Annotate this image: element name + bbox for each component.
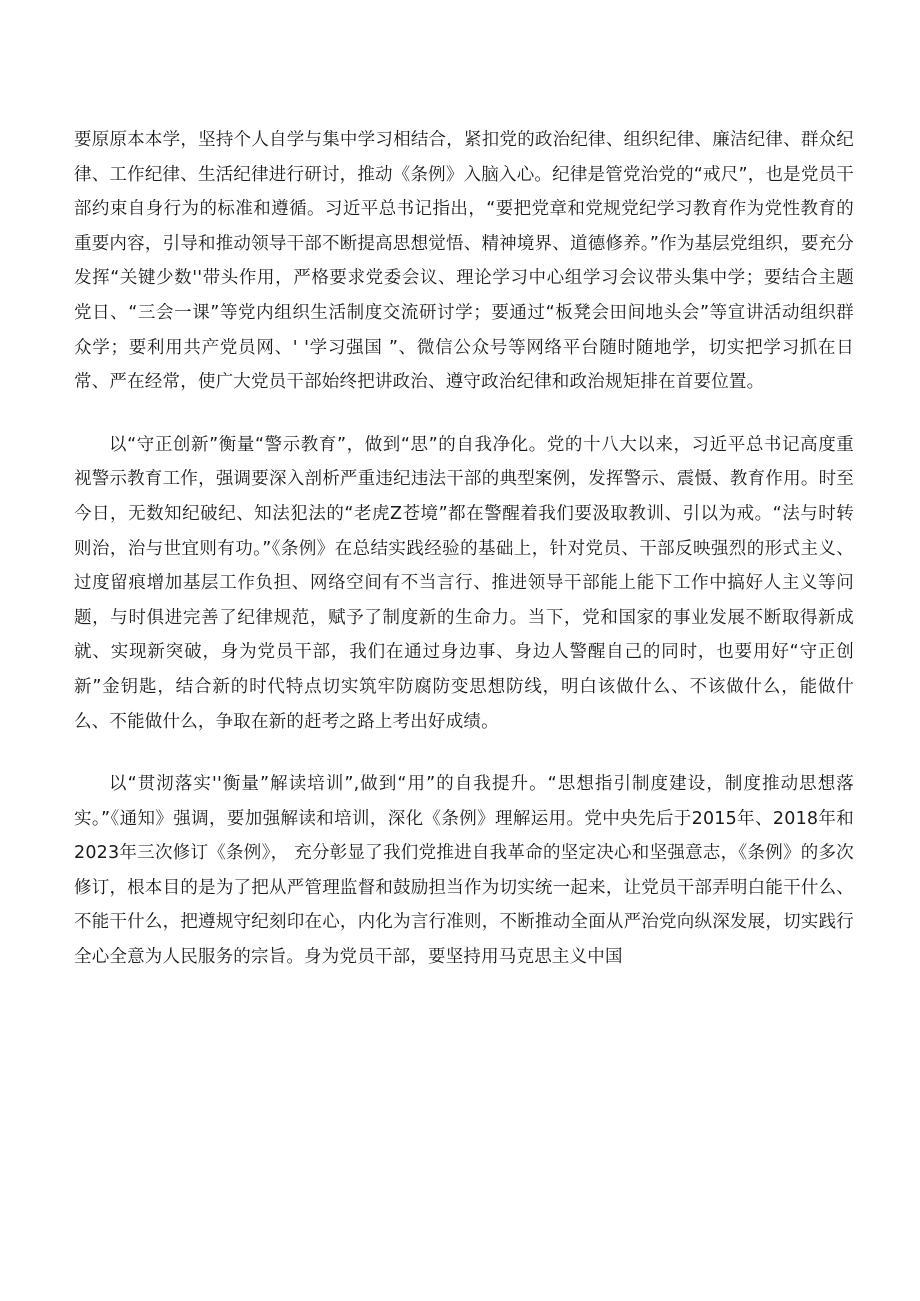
paragraph-3: 以“贯沏落实''衡量”解读培训”,做到“用”的自我提升。“思想指引制度建设，制度推动思想落实。”《通知》强调，要加强解读和培训，深化《条例》理解运用。党中央先后于2015年、2018年和2023年三次修订《条例》， 充分彰显了我们党推进自我革命的坚定决心和坚强意志，《条例》的多次修订，根本目的是为了把从严管理监督和鼓励担当作为切实统一起来，让党员干部弄明白能干什么、不能干什么，把遵规守纪刻印在心，内化为言行准则，不断推动全面从严治党向纵深发展，切实践行全心全意为人民服务的宗旨。身为党员干部，要坚持用马克思主义中国	[74, 774, 854, 968]
paragraph-1: 要原原本本学，坚持个人自学与集中学习相结合，紧扣党的政治纪律、组织纪律、廉洁纪律、群众纪律、工作纪律、生活纪律进行研讨，推动《条例》入脑入心。纪律是管党治党的“戒尺”，也是党员干部约束自身行为的标准和遵循。习近平总书记指出，“要把党章和党规党纪学习教育作为党性教育的重要内容，引导和推动领导干部不断提高思想觉悟、精神境界、道德修养。”作为基层党组织，要充分发挥“关键少数''带头作用，严格要求党委会议、理论学习中心组学习会议带头集中学；要结合主题党日、“三会一课”等党内组织生活制度交流研讨学；要通过“板凳会田间地头会”等宣讲活动组织群众学；要利用共产党员网、' '学习强国 ”、微信公众号等网络平台随时随地学，切实把学习抓在日常、严在经常，使广大党员干部始终把讲政治、遵守政治纪律和政治规矩排在首要位置。	[74, 130, 854, 393]
paragraph-2: 以“守正创新”衡量“警示教育”，做到“思”的自我净化。党的十八大以来，习近平总书记高度重视警示教育工作，强调要深入剖析严重违纪违法干部的典型案例，发挥警示、震慑、教育作用。时至今日，无数知纪破纪、知法犯法的“老虎Z苍境”都在警醒着我们要汲取教训、引以为戒。“法与时转则治，治与世宜则有功。”《条例》在总结实践经验的基础上，针对党员、干部反映强烈的形式主义、过度留痕增加基层工作负担、网络空间有不当言行、推进领导干部能上能下工作中搞好人主义等问题，与时俱进完善了纪律规范，赋予了制度新的生命力。当下，党和国家的事业发展不断取得新成就、实现新突破，身为党员干部，我们在通过身边事、身边人警醒自己的同时，也要用好“守正创新”金钥匙，结合新的时代特点切实筑牢防腐防变思想防线，明白该做什么、不该做什么，能做什么、不能做什么，争取在新的赶考之路上考出好成绩。	[74, 434, 854, 732]
